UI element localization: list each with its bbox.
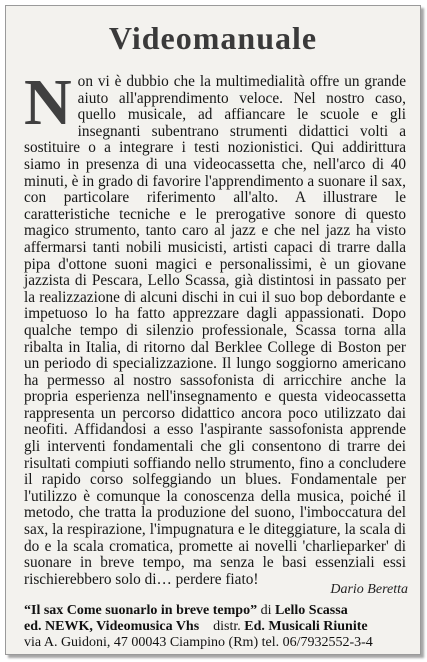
article-clipping bbox=[5, 5, 421, 655]
author-signature: Dario Beretta bbox=[330, 582, 408, 597]
credits-address: via A. Guidoni, 47 00043 Ciampino (Rm) tel. 06/7932552-3-4 bbox=[24, 635, 373, 650]
credits-work-title: “Il sax Come suonarlo in breve tempo” bbox=[24, 603, 258, 618]
credits-distr-label: distr. bbox=[213, 619, 241, 634]
article-body-text: on vi è dubbio che la multimedialità offre un grande aiuto all'apprendimento veloce. Nel nostro caso, quello musicale, ad affiancare le scuole e gli insegnanti subentrano strumenti didattici volti a sostituire o a integrare i testi nozionistici. Qui addirittura siamo in presenza di una videocassetta che, nell'arco di 40 minuti, è in grado di favorire l'apprendimento a suonare il sax, con particolare riferimento all'alto. A illustrare le caratteristiche tecniche e le prerogative sonore di questo magico strumento, tanto caro al jazz e che nel jazz ha visto affermarsi tanti nobili musicisti, artisti capaci di trarre dalla pipa d'ottone suoni magici e personalissimi, è un giovane jazzista di Pescara, Lello Scassa, già distintosi in passato per la realizzazione di alcuni dischi in cui il suo bop debordante e impetuoso lo ha fatto apprezzare dagli appassionati. Dopo qualche tempo di silenzio professionale, Scassa torna alla ribalta in Italia, di ritorno dal Berklee College di Boston per un periodo di specializzazione. Il lungo soggiorno americano ha permesso al nostro sassofonista di arricchire anche la propria esperienza nell'insegnamento e questa videocassetta rappresenta un percorso didattico ancora poco utilizzato dai neofiti. Affidandosi a esso l'aspirante sassofonista apprende gli interventi fondamentali che gli consentono di trarre dei risultati compiuti soffiando nello strumento, fino a concludere il rapido corso solfeggiando un blues. Fondamentale per l'utilizzo è comunque la conoscenza della musica, poiché il metodo, che tratta la produzione del suono, l'imboccatura del sax, la respirazione, l'impugnatura e le diteggiature, la scala di do e la scala cromatica, promette ai novelli 'charlieparker' di suonare in breve tempo, ma senza le basi essenziali essi rischierebbero solo di… perdere fiato! bbox=[24, 73, 406, 588]
article-title: Videomanuale bbox=[108, 20, 318, 56]
credits-by: di bbox=[260, 603, 272, 618]
drop-cap: N bbox=[24, 66, 72, 139]
credits-artist: Lello Scassa bbox=[274, 603, 348, 618]
article-body bbox=[24, 66, 406, 588]
credits-edition: ed. NEWK, Videomusica Vhs bbox=[24, 619, 200, 634]
product-credits bbox=[24, 603, 410, 651]
credits-distributor: Ed. Musicali Riunite bbox=[244, 619, 368, 634]
